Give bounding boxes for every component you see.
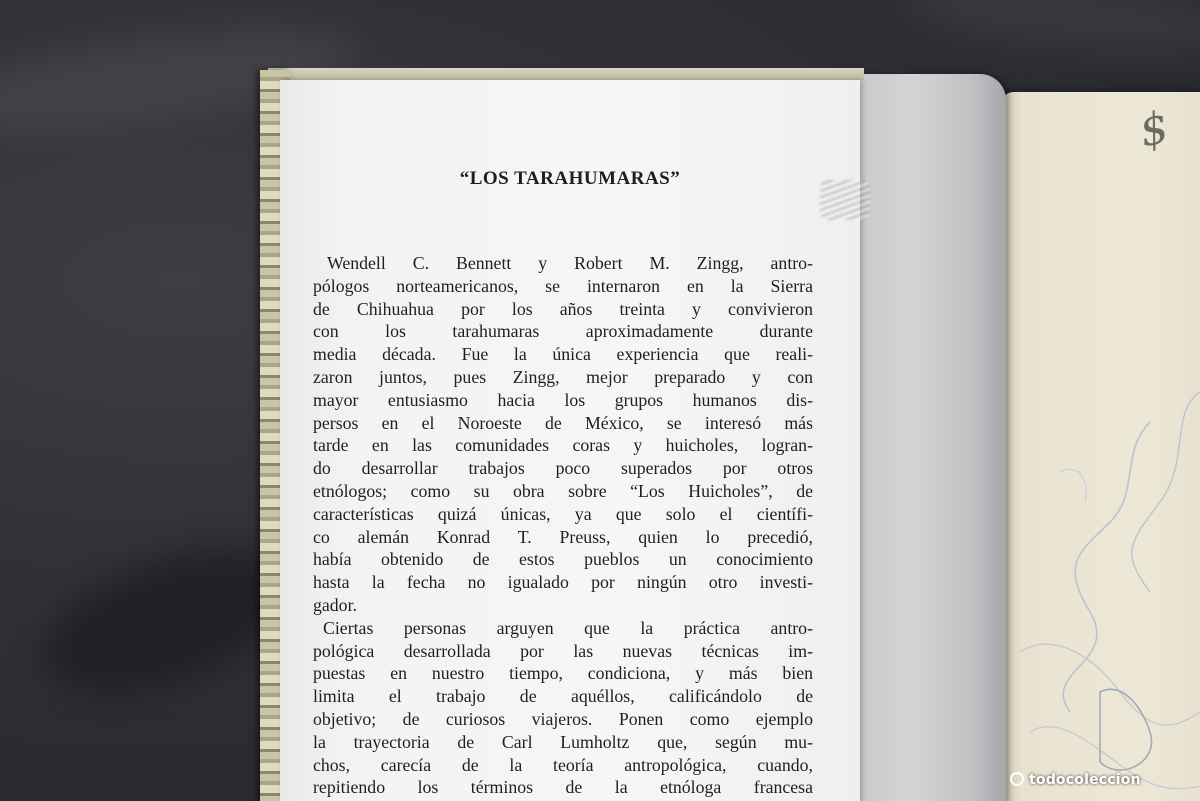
text-line: persos en el Noroeste de México, se interesó más [313,412,813,433]
text-line: media década. Fue la única experiencia que reali- [313,344,813,365]
text-line: tarde en las comunidades coras y huicholes, logran- [313,435,813,456]
jacket-top-edge [268,68,864,80]
text-line: do desarrollar trabajos poco superados por otros [313,458,813,479]
cloth-fold [897,0,1200,69]
text-line: de Chihuahua por los años treinta y convivieron [313,298,813,319]
handwritten-mark: $ [1135,101,1173,158]
text-line: zaron juntos, pues Zingg, mejor preparado y con [313,366,813,387]
watermark-text: todocoleccion [1029,772,1141,788]
text-line: gador. [313,594,357,615]
text-line: objetivo; de curiosos viajeros. Ponen como ejemplo [313,708,813,729]
text-line: chos, carecía de la teoría antropológica, cuando, [313,754,813,775]
cover-crease [820,180,870,220]
text-line: características quizá únicas, ya que solo el científi- [313,503,813,524]
text-line: puestas en nuestro tiempo, condiciona, y más bien [313,663,813,684]
text-line: pólogos norteamericanos, se internaron en la Sierra [313,275,813,296]
watermark-logo-icon [1010,772,1024,786]
page-body-text [313,252,813,799]
text-line: mayor entusiasmo hacia los grupos humanos dis- [313,389,813,410]
map-drawing [1000,92,1200,801]
watermark [1010,772,1141,788]
text-line: la trayectoria de Carl Lumholtz que, según mu- [313,731,813,752]
book-page [280,80,860,801]
text-line: pológica desarrollada por las nuevas técnicas im- [313,640,813,661]
map-page [1000,92,1200,801]
text-line: con los tarahumaras aproximadamente durante [313,321,813,342]
text-line: co alemán Konrad T. Preuss, quien lo precedió, [313,526,813,547]
text-line: repitiendo los términos de la etnóloga francesa [313,777,813,798]
text-line: Ciertas personas arguyen que la práctica antro- [323,617,813,638]
text-line: había obtenido de estos pueblos un conocimiento [313,549,813,570]
text-line: hasta la fecha no igualado por ningún otro investi- [313,572,813,593]
text-line: Wendell C. Bennett y Robert M. Zingg, antro- [327,253,813,273]
text-line: limita el trabajo de aquéllos, calificándolo de [313,686,813,707]
page-title: “LOS TARAHUMARAS” [459,168,681,189]
text-line: etnólogos; como su obra sobre “Los Huicholes”, de [313,480,813,501]
